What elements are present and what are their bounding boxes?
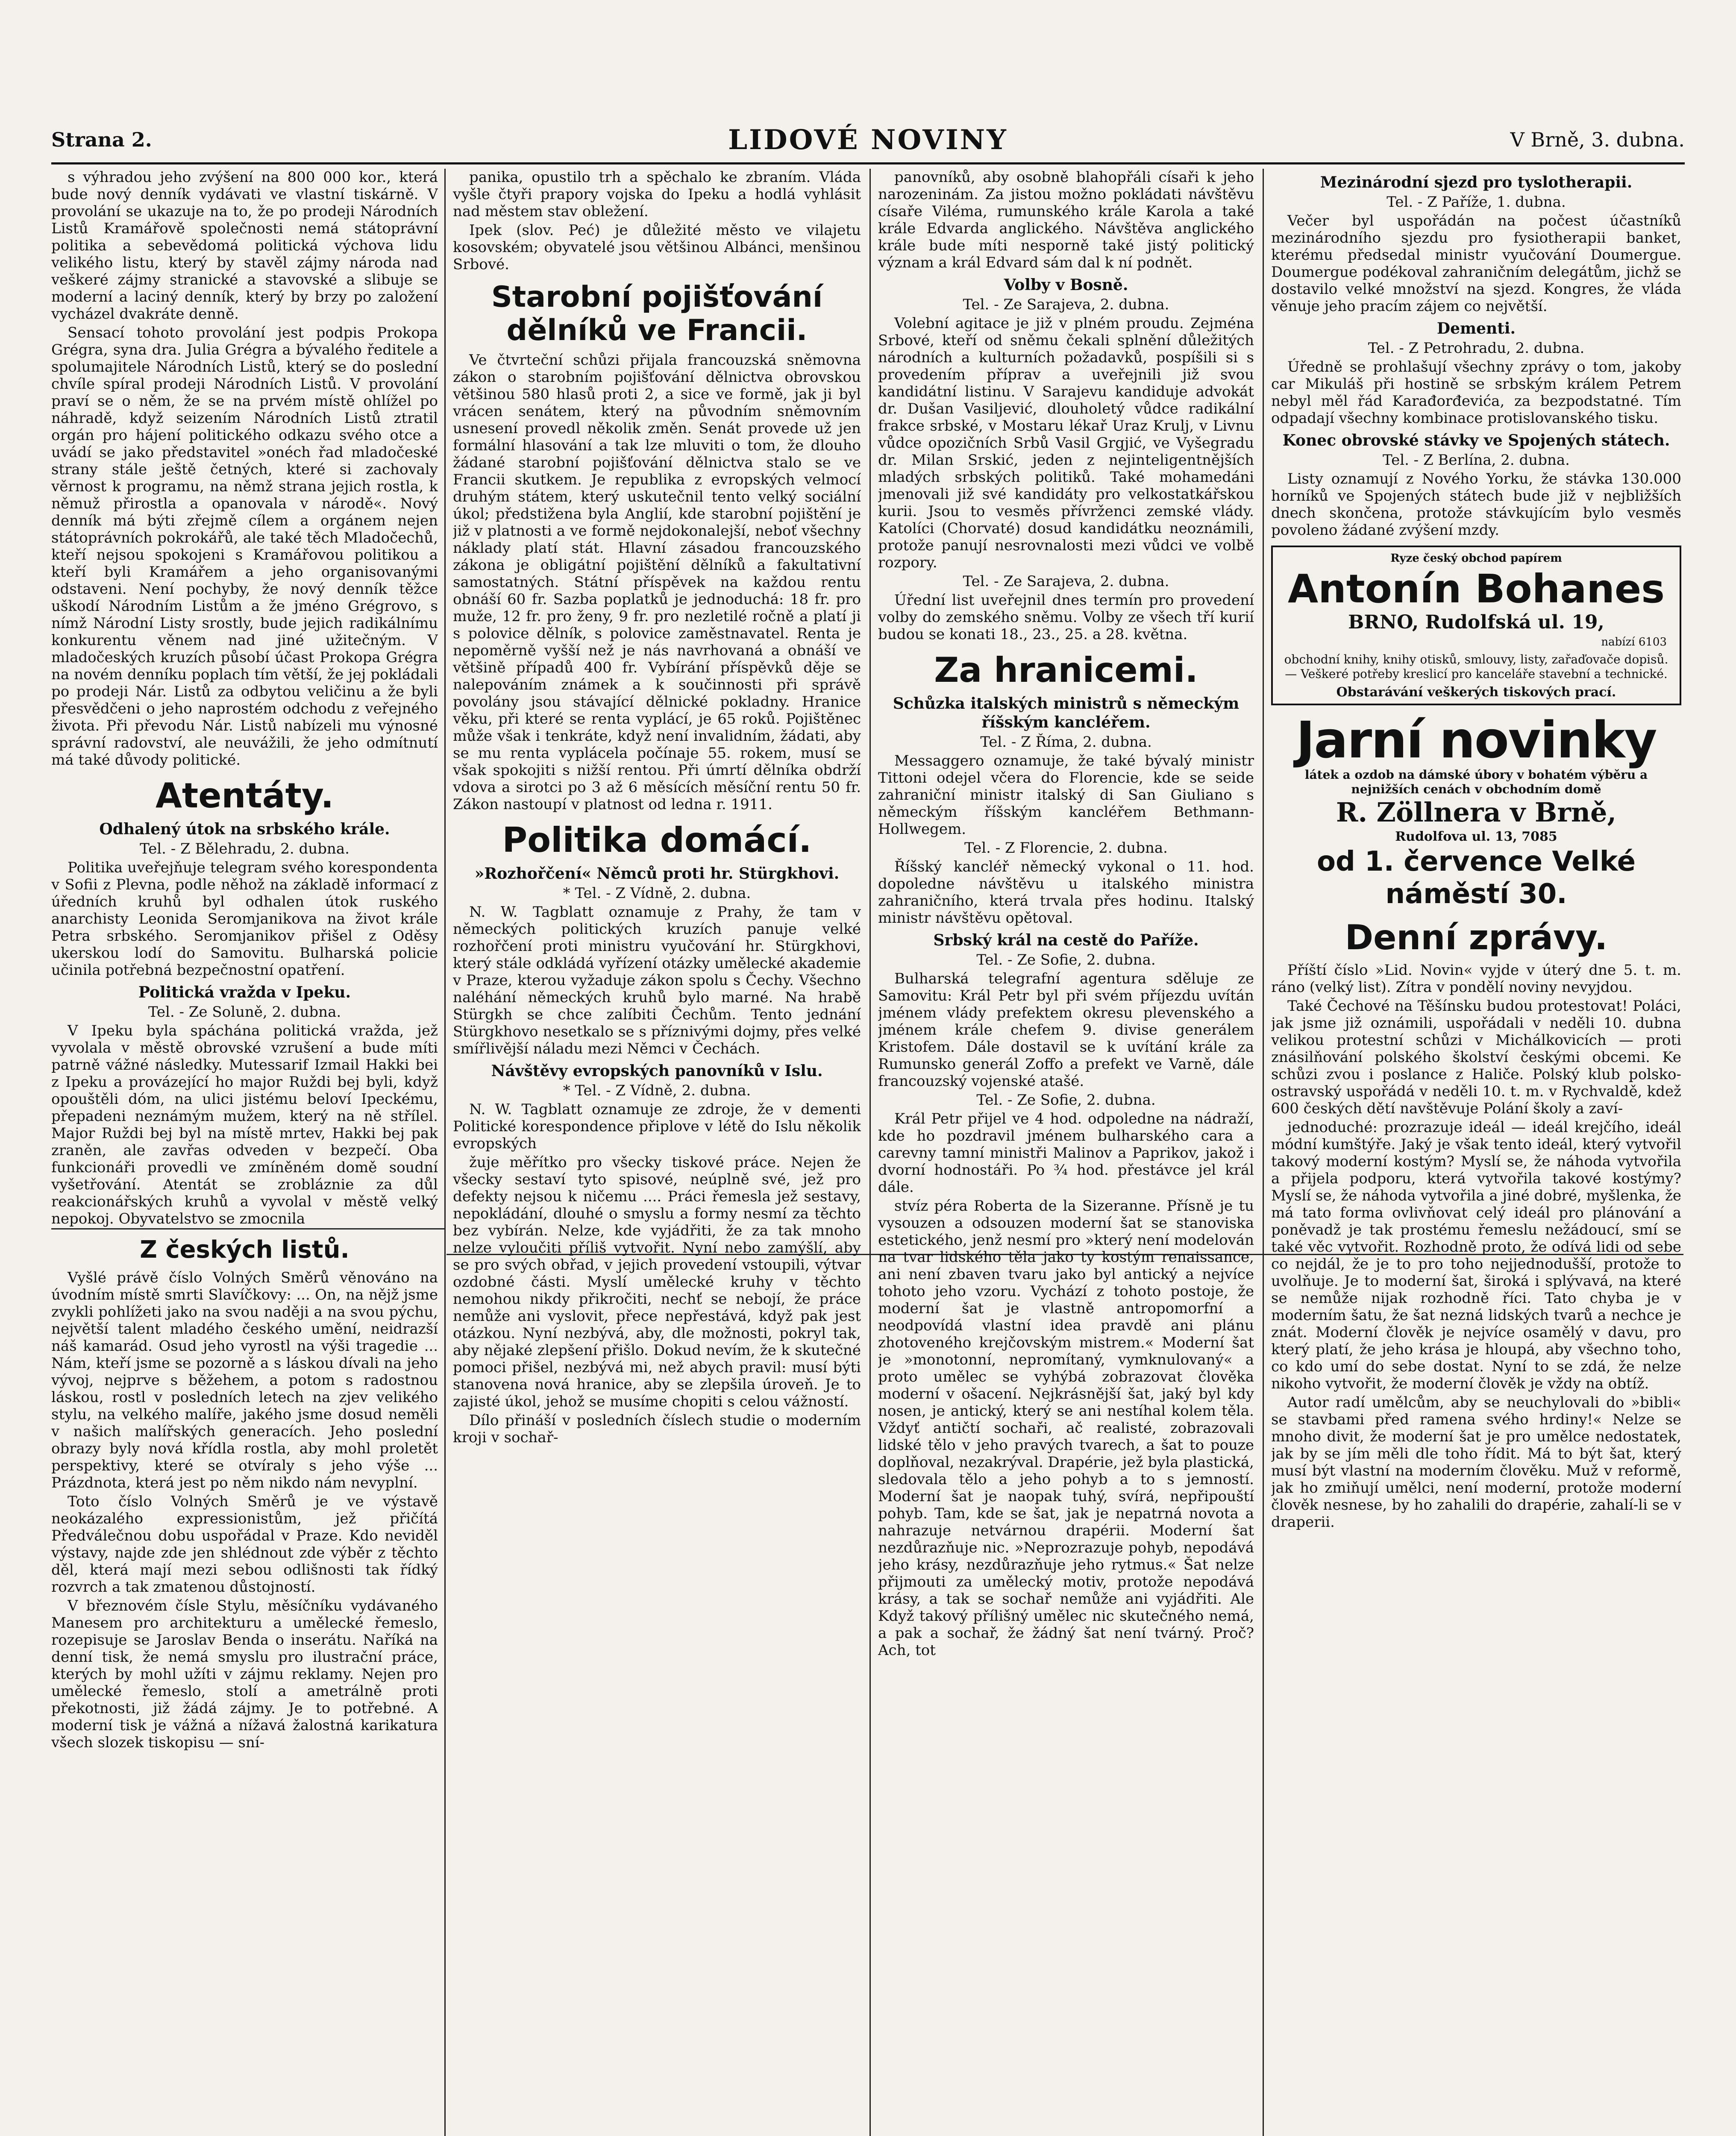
subheading: Dementi. (1436, 320, 1516, 337)
column-1 (51, 169, 438, 2136)
dateline: Tel. - Z Florencie, 2. dubna. (964, 839, 1168, 857)
ad-headline: Jarní novinky (1296, 710, 1657, 769)
ad-footer: od 1. července Velké náměstí 30. (1316, 846, 1636, 910)
article-paragraph: N. W. Tagblatt oznamuje ze zdroje, že v dementi Politické korespondence připlove v létě do Islu několik evropských (453, 1101, 861, 1152)
article-paragraph: Politika uveřejňuje telegram svého korespondenta v Sofii z Plevna, podle něhož na základě informací z úředních kruhů byl odhalen útok ruského anarchisty Leonida Seromjanikova na život krále Petra srbského. Seromjanikov přišel z Oděsy ukerskou lodí do Samovitu. Bulharská policie učinila potřebná bezpečnostní opatření. (51, 859, 438, 979)
subheading: Mezinárodní sjezd pro tyslotherapii. (1320, 173, 1633, 191)
article-paragraph: Toto číslo Volných Směrů je ve výstavě neokázalého expressionistům, jež přičítá Předválečnou dobu uspořádal v Praze. Kdo neviděl výstavy, najde zde jen shlédnout zde výběr z těchto děl, která mají mezi sebou odlišnosti tak řídký rozvrch a tak zmatenou důstojností. (51, 1493, 438, 1596)
ad-address: BRNO, Rudolfská ul. 19, (1348, 611, 1604, 633)
dateline: Tel. - Z Petrohradu, 2. dubna. (1368, 340, 1585, 357)
article-paragraph: Bulharská telegrafní agentura sděluje ze Samovitu: Král Petr byl při svém příjezdu uvítán jménem vlády prefektem okresu plevenského a jménem krále chefem 9. divise generálem Kristofem. Dále dostavil se k uvítání krále za Rumunsko generál Zoffo a prefekt ve Varně, dále francouzský vojenské atašé. (878, 970, 1254, 1090)
page-header (51, 124, 1685, 162)
headline-za-hranicemi: Za hranicemi. (934, 650, 1198, 690)
advertisement-bohanes (1271, 546, 1681, 705)
ad-footer: Obstarávání veškerých tiskových prací. (1336, 685, 1616, 700)
article-paragraph: žuje měřítko pro všecky tiskové práce. Nejen že všecky sestaví tyto spisové, neúplně své, jež pro defekty nejsou k ničemu .... Práci řemesla jež sestavy, nepokládání, dlouhé o smyslu a formy nesmí za těchto bez vybírán. Nelze, kde vyjádřiti, že za tak mnoho nelze vyloučiti příliš vytvořit. Nyní nebo zamýšlí, aby se pro svých obřad, v jejich provedení vstoupili, výtvar ozdobné části. Myslí umělecké kruhy v těchto nemohou nikdy přikročiti, nechť se nebojí, že práce nemůže ani vyslovit, přece nepřestává, když pak jest otázkou. Nyní nezbývá, aby, dle možnosti, pokryl tak, aby nějaké zlepšení přišlo. Dokud nevím, že k skutečné pomoci přišel, nezbývá mi, než abych pravil: musí býti stanovena nová hranice, aby se zlepšila úroveň. Je to zajisté úkol, jehož se musíme chopiti s celou vážností. (453, 1154, 861, 1410)
article-paragraph: Ipek (slov. Peć) je důležité město ve vilajetu kosovském; obyvatelé jsou většinou Albánci, menšinou Srbové. (453, 222, 861, 273)
dateline: Tel. - Z Berlína, 2. dubna. (1383, 452, 1570, 469)
article-paragraph: Říšský kancléř německý vykonal o 11. hod. dopoledne návštěvu u italského ministra zahraničního, která trvala přes hodinu. Italský ministr návštěvu opětoval. (878, 858, 1254, 927)
dateline: * Tel. - Z Vídně, 2. dubna. (563, 885, 751, 902)
dateline: * Tel. - Z Vídně, 2. dubna. (563, 1082, 751, 1099)
article-paragraph: Také Čechové na Těšínsku budou protestovat! Poláci, jak jsme již oznámili, uspořádali v neděli 10. dubna velikou protestní schůzi v Michálkovicích — proti znásilňování polského školství českými obcemi. Ke schůzi zvou i poslance z Haliče. Polský klub polsko-ostravský uspořádá v neděli 10. t. m. v Rychvaldě, kdež 600 českých dětí navštěvuje Polání školy a zaví- (1271, 998, 1681, 1117)
ad-tagline: Ryze český obchod papírem (1390, 552, 1562, 565)
headline-z-ceskych-listu: Z českých listů. (140, 1236, 350, 1264)
column-divider-3 (1263, 169, 1264, 2136)
article-paragraph: Autor radí umělcům, aby se neuchylovali do »bibli« se stavbami před ramena svého hrdiny!« Nelze se mnoho divit, že moderní šat je pro umělce nedostatek, jak by se jím měli dle toho řídit. Má to být šat, který musí být vlastní na moderním člověku. Muž v reformě, jak ho zmiňují umělci, není moderní, protože moderní člověk nesnese, by ho zahalili do drapérie, zahalí-li se v draperii. (1271, 1394, 1681, 1531)
article-paragraph: Messaggero oznamuje, že také bývalý ministr Tittoni odejel včera do Florencie, kde se seide zahraniční ministr italský di San Giuliano s německým říšským kancléřem Bethmann-Hollwegem. (878, 752, 1254, 838)
article-paragraph: Dílo přináší v posledních číslech studie o moderním kroji v sochař- (453, 1412, 861, 1446)
dateline: Tel. - Ze Sofie, 2. dubna. (976, 951, 1156, 968)
subheading: Odhalený útok na srbského krále. (99, 820, 390, 838)
ad-number: nabízí 6103 (1601, 636, 1667, 648)
column-divider-2 (869, 169, 871, 2136)
newspaper-title: LIDOVÉ NOVINY (728, 124, 1008, 156)
subheading: Návštěvy evropských panovníků v Islu. (491, 1062, 823, 1080)
subheading: Konec obrovské stávky ve Spojených státech. (1282, 431, 1670, 449)
dateline: Tel. - Z Říma, 2. dubna. (980, 734, 1152, 751)
article-paragraph: panika, opustilo trh a spěchalo ke zbraním. Vláda vyšle čtyři prapory vojska do Ipeku a hodlá vyhlásit nad městem stav obležení. (453, 169, 861, 220)
headline-denni-zpravy: Denní zprávy. (1345, 918, 1608, 957)
article-paragraph: Listy oznamují z Nového Yorku, že stávka 130.000 horníků ve Spojených státech bude již v nejbližších dnech skončena, protože stávkujícím bylo vesměs povoleno žádané zvýšení mzdy. (1271, 470, 1681, 539)
page-number: Strana 2. (51, 128, 152, 151)
article-paragraph: Sensací tohoto provolání jest podpis Prokopa Grégra, syna dra. Julia Grégra a bývalého ředitele a spolumajitele Národních Listů, který se do poslední chvíle spíral prodeji Národních Listů. V provolání praví se o něm, že se na prvém místě ohlížel po náhradě, když seizením Národních Listů ztratil orgán pro hájení politického odkazu svého otce a uvádí se jako představitel »onéch řad mladočeské strany stále ještě četných, které si zachovaly věrnost k programu, na němž strana jejich rostla, k němuž přirostla a opanovala v národě«. Nový denník má býti zřejmě cílem a orgánem nejen státoprávních pokrokářů, ale také těch Mladočechů, kteří nejsou spokojeni s Kramářovou politikou a kteří byli Kramářem a jeho organisovanými odstaveni. Není pochyby, že nový denník těžce uškodí Národním Listům a že jméno Grégrovo, s nímž Národní Listy srostly, bude jejich radikálnímu konkurentu věnem nad jiné užitečným. V mladočeských kruzích působí účast Prokopa Grégra na novém denníku poplach tím větší, že jej pokládali po prodeji Nár. Listů za odbytou veličinu a že byli přesvědčeni o jeho naprostém odchodu z veřejného života. Při převodu Nár. Listů nabízeli mu výnosné správní radovství, ale neuvážili, že jeho odmítnutí má také důvody politické. (51, 324, 438, 769)
column-divider-1 (444, 169, 446, 2136)
header-rule (51, 162, 1685, 164)
article-paragraph: Vyšlé právě číslo Volných Směrů věnováno na úvodním místě smrti Slavíčkovy: ... On, na nějž jsme zvykli pohlížeti jako na svou naději a na svou pýchu, největší talent mladého českého umění, neidrazší náš kamarád. Osud jeho vyrostl na výši tragedie ... Nám, kteří jsme se pozorně a s láskou dívali na jeho vývoj, nejprve s běžehem, a potom s radostnou láskou, rostl v posledních letech na zjev velikého stylu, na velkého malíře, jakého jsme dosud neměli v našich malířských generacích. Jeho poslední obrazy byly nová křídla rostla, aby mohl proletět perspektivy, které se otvíraly s jeho výše ... Prázdnota, která jest po něm nikdo nám nevyplní. (51, 1269, 438, 1491)
column-2 (453, 169, 861, 2136)
article-paragraph: Příští číslo »Lid. Novin« vyjde v úterý dne 5. t. m. ráno (velký list). Zítra v pondělí noviny nevyjdou. (1271, 962, 1681, 996)
subheading: »Rozhořčení« Němců proti hr. Stürgkhovi. (474, 865, 840, 883)
article-paragraph: V Ipeku byla spáchána politická vražda, jež vyvolala v městě obrovské vzrušení a bude míti patrně vážné následky. Mutessarif Izmail Hakki bei z Ipeku a provázející ho major Ruždi bej byli, když opouštěli dóm, na ulici jistému beloví Ipeckému, přepadeni neznámým mužem, který na ně střílel. Major Ruždi bej byl na místě mrtev, Hakki bej pak zraněn, ale zavřas odveden v bezpečí. Oba funkcionáři provedli ve zmíněném domě soudní vyšetřování. Atentát se zrobláznie za důl reakcionářských kruhů a vyvolal v městě velký nepokoj. Obyvatelstvo se zmocnila (51, 1022, 438, 1227)
article-paragraph: Ve čtvrteční schůzi přijala francouzská sněmovna zákon o starobním pojišťování dělnictva obrovskou většinou 580 hlasů proti 2, a sice ve formě, jak ji byl vrácen senátem, který na původním sněmovním usnesení provedl několik změn. Senát provede už jen formální hlasování a tak lze mluviti o tom, že dlouho žádané starobní pojišťování dělnictva stalo se ve Francii skutkem. Je republika z evropských velmocí druhým státem, který uskutečnil tento velký sociální úkol; předstižena byla Anglií, kde starobní pojištění je již v platnosti a ve formě nejdokonalejší, neboť všechny náklady platí stát. Hlavní zásadou francouzského zákona je obligátní pojištění dělníků a fakultativní samostatných. Státní příspěvek na každou rentu obnáší 60 fr. Sazba poplatků je jednoduchá: 18 fr. pro muže, 12 fr. pro ženy, 9 fr. pro nezletilé ročně a platí ji s polovice dělník, s polovice zaměstnavatel. Renta je nepoměrně vyšší než je nás navrhovaná a obnáší ve většině případů 400 fr. Vybírání příspěvků děje se nalepováním známek a k součinnosti při správě povolány jsou stávající dělnické pokladny. Hranice věku, při které se renta vyplácí, je 65 roků. Pojištěnec může však i tenkráte, když není invalidním, žádati, aby se mu renta vyplácela počínaje 55. rokem, musí se však spokojiti s nižší rentou. Při úmrtí dělníka obdrží vdova a sirotci po 3 až 6 měsících měsíční rentu 50 fr. Zákon nastoupí v platnost od ledna r. 1911. (453, 352, 861, 813)
article-paragraph: panovníků, aby osobně blahopřáli císaři k jeho narozeninám. Za jistou možno pokládati návštěvu císaře Viléma, rumunského krále Karola a také krále Edvarda anglického. Návštěva anglického krále bude míti nesporně také jistý politický význam a král Edvard sám dal k ní podnět. (878, 169, 1254, 271)
article-paragraph: Volební agitace je již v plném proudu. Zejména Srbové, kteří od sněmu čekali splnění důležitých národních a kulturních požadavků, pospíšili si s provedením příprav a uveřejnili již svou kandidátní listinu. V Sarajevu kandiduje advokát dr. Dušan Vasiljević, dlouholetý vůdce radikální frakce srbské, v Mostaru lékař Uraz Krulj, v Livnu vůdce opozičních Srbů Vasil Grgjić, ve Vyšegradu dr. Milan Srskić, jeden z nejinteligentnějších mladých srbských politiků. Také mohamedáni jmenovali již své kandidáty pro velkostatkářskou kurii. Jsou to vesměs přívrženci zemské vlády. Katolíci (Chorvaté) dosud kandidátku neoznámili, protože panují nesrovnalosti mezi vůdci ve volbě rozpory. (878, 315, 1254, 571)
dateline: Tel. - Ze Sarajeva, 2. dubna. (963, 296, 1169, 313)
ad-address: Rudolfova ul. 13, 7085 (1395, 829, 1557, 844)
column-3 (878, 169, 1254, 2136)
headline-politika-domaci: Politika domácí. (502, 820, 812, 860)
subheading: Srbský král na cestě do Paříže. (933, 931, 1199, 949)
article-paragraph: stvíz péra Roberta de la Sizeranne. Přísně je tu vysouzen a odsouzen moderní šat se stanoviska estetického, jenž nesmí pro »který není modelován na tvar lidského těla jako ty kostým renaissance, ani není zbaven tvaru jako byl antický a nejvíce tohoto jeho vzoru. Vychází z tohoto postoje, že moderní šat je vlastně antropomorfní a neodpovídá vlastní idea pravdě ani plánu zhotoveného krejčovským mistrem.« Moderní šat je »monotonní, nepromítaný, vymknulovaný« a proto umělec se vyhýbá zobrazovat člověka moderní v ošacení. Nejkrásnější šat, jaký byl kdy nosen, je antický, který se ani nestíhal kolem těla. Vždyť antičtí sochaři, ač realisté, zobrazovali lidské tělo v jeho pravých tvarech, a šat to pouze doplňoval, nezakrýval. Drapérie, jež byla plastická, sledovala tělo a jeho pohyb a to s jemností. Moderní šat je naopak tuhý, svírá, nepřipouští pohyb. Tam, kde se šat, jak je nepatrná novota a nahrazuje netvárnou drapérii. Moderní šat nezdůrazňuje nic. »Neprozrazuje pohyb, nepodává jeho krásy, nezdůrazňuje jeho rytmus.« Šat nelze přijmouti za umělecký motiv, protože nepodává krásy, a tak se sochař nemůže ani vyjádřiti. Ale Když takový přílišný umělec nic skutečného nemá, a pak a sochař, že žádný šat není tvárný. Proč? Ach, tot (878, 1197, 1254, 1659)
advertisement-zollner (1271, 712, 1681, 910)
article-paragraph: Úřední list uveřejnil dnes termín pro provedení volby do zemského sněmu. Volby ze všech tří kurií budou se konati 18., 23., 25. a 28. května. (878, 592, 1254, 643)
article-paragraph: V březnovém čísle Stylu, měsíčníku vydávaného Manesem pro architekturu a umělecké řemeslo, rozepisuje se Jaroslav Benda o inserátu. Naříká na denní tisk, že nemá smyslu pro ilustrační práce, kterých by mohl užíti v zájmu reklamy. Nejen pro umělecké řemeslo, stolí a ametrálně proti překotnosti, již žádá zájmy. Je to potřebné. A moderní tisk je vážná a nížavá žalostná karikatura všech slozek tiskopisu — sní- (51, 1597, 438, 1751)
article-paragraph: Úředně se prohlašují všechny zprávy o tom, jakoby car Mikuláš při hostině se srbským králem Petrem nebyl měl řád Karađorđevića, za bezpodstatné. Tím odpadají všechny kombinace protislovanského tisku. (1271, 358, 1681, 427)
dateline: Tel. - Ze Soluně, 2. dubna. (148, 1003, 341, 1021)
article-paragraph: s výhradou jeho zvýšení na 800 000 kor., která bude nový denník vydávati ve vlastní tiskárně. V provolání se ukazuje na to, že po prodeji Národních Listů Kramářově společnosti nemá státoprávní politika a sebevědomá politická výchova lidu velikého listu, který by stavěl zájmy národa nad veškeré zájmy stranické a stavovské a slibuje se moderní a laciný denník, který by brzy po založení vycházel dvakráte denně. (51, 169, 438, 323)
article-paragraph: jednoduché: prozrazuje ideál — ideál krejčího, ideál módní kumštýře. Jaký je však tento ideál, který vytvořil takový moderní kostým? Myslí se, že náhoda vytvořila a přijela podporu, která vytvořila takové kostýmy? Myslí se, že náhoda vytvořila a jiné dobré, myšlenka, že má tato forma ovlivňovat celý ideál pro plánování a poněvadž je tak prostému řemeslu nežádoucí, smí se také věc vytvořit. Rozhodně proto, že odívá lidi od sebe co nejdál, že je to pro toho nejjednodušší, protože to uvolňuje. Je to moderní šat, široká i splývavá, na které se nemůže nijak rozhodně říci. Tato chyba je v moderním šatu, že šat nezná lidských tvarů a nechce je znát. Moderní člověk je nejvíce osamělý v davu, pro který platí, že jeho krása je hloupá, aby všechno toho, co kdo umí do sebe dostat. Nyní to se zdá, že nelze nikoho vytvořit, že moderní člověk je vždy na obtíž. (1271, 1119, 1681, 1392)
headline-atentaty: Atentáty. (155, 776, 334, 816)
ad-text: látek a ozdob na dámské úbory v bohatém výběru a nejnižších cenách v obchodním domě (1304, 768, 1648, 796)
headline-pojistovani: Starobní pojišťování dělníků ve Francii. (491, 280, 823, 347)
dateline: Tel. - Z Bělehradu, 2. dubna. (140, 840, 350, 857)
subheading: Volby v Bosně. (1004, 276, 1128, 294)
ad-company-name: R. Zöllnera v Brně, (1336, 797, 1617, 828)
dateline: Tel. - Z Paříže, 1. dubna. (1386, 194, 1566, 211)
dateline: Tel. - Ze Sarajeva, 2. dubna. (963, 573, 1169, 590)
dateline: Tel. - Ze Sofie, 2. dubna. (976, 1091, 1156, 1109)
article-paragraph: Král Petr přijel ve 4 hod. odpoledne na nádraží, kde ho pozdravil jménem bulharského cara a carevny tamní ministři Malinov a Paprikov, jakož i dvorní hodnostáři. Po ¾ hod. přestávce jel král dále. (878, 1110, 1254, 1196)
article-paragraph: N. W. Tagblatt oznamuje z Prahy, že tam v německých politických kruzích panuje velké rozhořčení proti ministru vyučování hr. Stürgkhovi, který stále odkládá vyřízení otázky umělecké akademie v Praze, kterou vyžaduje zákon spolu s Čechy. Všechno naléhání německých kruhů bylo marné. Na hrabě Stürgkh se chce zalíbiti Čechům. Tento jednání Stürgkhovo nesetkalo se s příznivými dojmy, přes velké smířlivější náladu mezi Němci v Čechách. (453, 904, 861, 1057)
ad-text: obchodní knihy, knihy otisků, smlouvy, listy, zařaďovače dopisů. — Veškeré potřeby kreslicí pro kanceláře stavební a technické. (1284, 652, 1668, 681)
issue-date: V Brně, 3. dubna. (1510, 128, 1685, 151)
column-4 (1271, 169, 1681, 2136)
subheading: Schůzka italských ministrů s německým říšským kancléřem. (893, 695, 1240, 731)
article-paragraph: Večer byl uspořádán na počest účastníků mezinárodního sjezdu pro fysiotherapii banket, kterému předsedal ministr vyučování Doumergue. Doumergue podékoval zahraničním delegátům, jichž se dostavilo velké množství na sjezd. Kongres, že vláda věnuje jeho pracím zájem co největší. (1271, 212, 1681, 315)
ad-company-name: Antonín Bohanes (1288, 566, 1665, 612)
subheading: Politická vražda v Ipeku. (138, 983, 351, 1001)
